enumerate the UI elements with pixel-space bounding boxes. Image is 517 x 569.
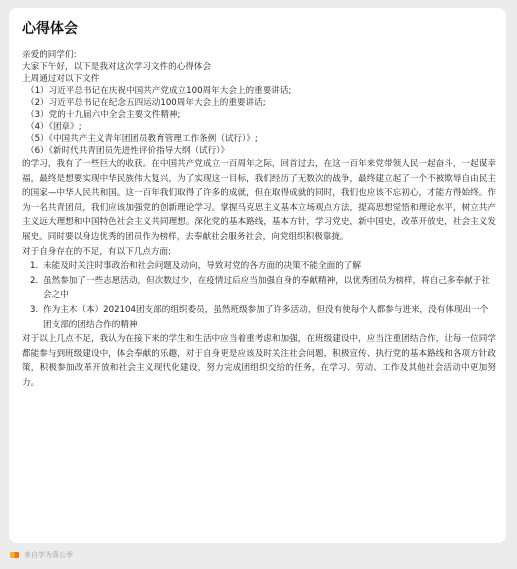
source-footer[interactable]: [10, 550, 73, 560]
issues-heading: 对于自身存在的不足，有以下几点方面:: [22, 246, 171, 257]
greeting-text: 亲爱的同学们:: [22, 50, 77, 60]
list-item: （5）《中国共产主义青年团团员教育管理工作条例（试行）》;: [26, 134, 258, 144]
list-item: [22, 303, 496, 332]
list-item: （1）习近平总书记在庆祝中国共产党成立100周年大会上的重要讲话;: [26, 86, 292, 96]
list-item-text: 虽然参加了一些志愿活动，但次数过少，在疫情过后应当加强自身的奉献精神，以优秀团员为榜样，将自己多奉献于社会之中: [43, 275, 490, 301]
page-title: 心得体会: [22, 21, 78, 37]
list-item-text: 作为主木（本）202104团支部的组织委员，虽然班级参加了许多活动，但没有使每个人都参与进来，没有体现出一个团支部的团结合作的精神: [43, 304, 489, 330]
list-item-number: 3.: [30, 304, 39, 315]
document-card: [9, 8, 506, 543]
study-list: [22, 85, 496, 157]
list-item: （6）《新时代共青团员先进性评价指导大纲（试行）》: [26, 146, 230, 156]
list-item: [22, 259, 496, 274]
list-item-text: 未能及时关注时事政治和社会问题及动向，导致对党的各方面的决策不能全面的了解: [43, 261, 361, 272]
reflection-paragraph: 的学习，我有了一些巨大的收获。在中国共产党成立一百周年之际，回首过去，在这一百年来党带领人民一起奋斗，一起谋幸福，最终是想要实现中华民族伟大复兴，为了实现这一目标，我们经历了无数次的战争，最终建立起了一个不被欺辱自由民主的国家—中华人民共和国。这一百年我们取得了许多的成就，但在取得成就的同时，我们也应该不忘初心，才能方得始终。作为一名共青团员，我们应该加强党的创新理论学习。掌握马克思主义基本立场观点方法，提高思想觉悟和理论水平，树立共产主义远大理想和中国特色社会主义共同理想。深化党的基本路线，基本方针，学习党史，新中国史，改革开放史，社会主义发展史。同时要以身边优秀的团员作为榜样，去奉献社会服务社会，向党组织积极靠拢。: [22, 159, 496, 242]
app-logo-icon: [10, 552, 19, 558]
list-item-number: 1.: [30, 261, 39, 272]
list-item-number: 2.: [30, 275, 39, 286]
list-item: （4）《团章》;: [26, 122, 82, 132]
issues-list: [22, 259, 496, 332]
intro-text: 大家下午好，以下是我对这次学习文件的心得体会: [22, 62, 212, 72]
list-item: （2）习近平总书记在纪念五四运动100周年大会上的重要讲话;: [26, 98, 266, 108]
list-item: （3）党的十九届六中全会主要文件精神;: [26, 110, 181, 120]
study-heading: 上周通过对以下文件: [22, 74, 100, 84]
improvement-paragraph: 对于以上几点不足，我认为在接下来的学生和生活中应当着重考虑和加强，在班级建设中，应当注重团结合作，让每一位同学都能参与到班级建设中，体会奉献的乐趣，对于自身更是应该及时关注社会问题，积极宣传、执行党的基本路线和各项方针政策，积极参加改革开放和社会主义现代化建设，努力完成团组织交给的任务，在学习、劳动、工作及其他社会活动中更加努力。: [22, 334, 496, 388]
source-label: 来自学为喜公举: [24, 551, 73, 559]
list-item: [22, 274, 496, 303]
